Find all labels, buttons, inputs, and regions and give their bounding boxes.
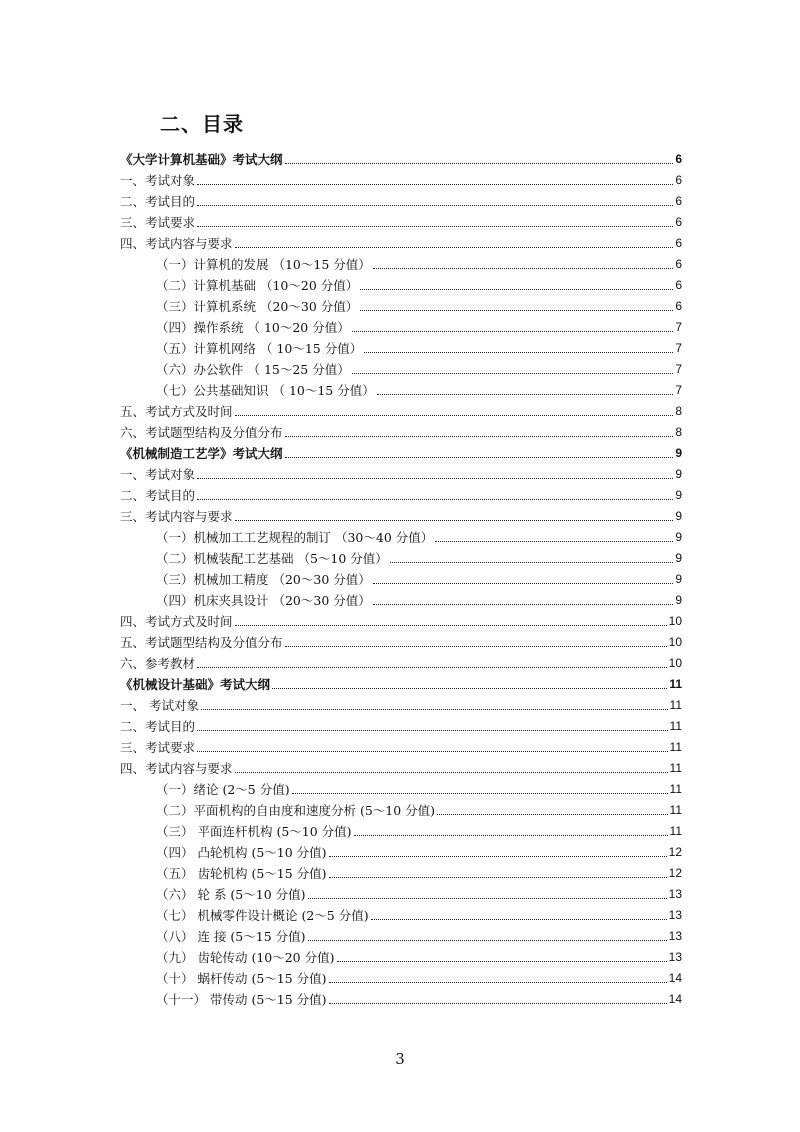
dot-leader	[201, 708, 668, 710]
toc-entry[interactable]	[120, 881, 682, 902]
toc-entry-label: 三、考试要求	[120, 740, 196, 755]
toc-entry-page: 7	[675, 341, 682, 355]
toc-entry[interactable]	[120, 230, 682, 251]
dot-leader	[197, 729, 668, 731]
toc-section-heading[interactable]	[120, 440, 682, 461]
toc-entry-page: 10	[668, 614, 682, 628]
toc-entry-label: （七）公共基础知识 （ 10～15 分值）	[156, 383, 375, 398]
dot-leader	[292, 792, 668, 794]
dot-leader	[373, 603, 674, 605]
toc-entry[interactable]	[120, 587, 682, 608]
toc-entry-page: 8	[675, 425, 682, 439]
toc-entry-page: 12	[668, 845, 682, 859]
toc-entry[interactable]	[120, 461, 682, 482]
dot-leader	[435, 540, 673, 542]
toc-entry[interactable]	[120, 818, 682, 839]
toc-entry-label: （三） 平面连杆机构 (5～10 分值)	[156, 824, 352, 839]
dot-leader	[197, 183, 673, 185]
toc-entry[interactable]	[120, 335, 682, 356]
toc-entry[interactable]	[120, 545, 682, 566]
toc-entry-label: （十） 蜗杆传动 (5～15 分值)	[156, 971, 327, 986]
toc-entry[interactable]	[120, 272, 682, 293]
toc-section-heading[interactable]	[120, 671, 682, 692]
toc-entry[interactable]	[120, 692, 682, 713]
dot-leader	[352, 330, 674, 332]
toc-entry-label: 一、考试对象	[120, 467, 196, 482]
toc-entry-label: 四、考试内容与要求	[120, 761, 233, 776]
toc-entry-page: 11	[669, 677, 682, 691]
dot-leader	[377, 393, 674, 395]
dot-leader	[329, 876, 667, 878]
toc-entry-page: 9	[675, 446, 682, 460]
toc-entry-label: （五）计算机网络 （ 10～15 分值）	[156, 341, 363, 356]
dot-leader	[371, 918, 667, 920]
dot-leader	[329, 981, 667, 983]
toc-section-heading[interactable]	[120, 146, 682, 167]
toc-entry-page: 7	[675, 383, 682, 397]
toc-entry-page: 13	[668, 929, 682, 943]
toc-entry[interactable]	[120, 965, 682, 986]
toc-entry[interactable]	[120, 377, 682, 398]
toc-entry-page: 11	[669, 782, 682, 796]
dot-leader	[235, 624, 667, 626]
dot-leader	[197, 477, 673, 479]
toc-entry[interactable]	[120, 902, 682, 923]
toc-entry[interactable]	[120, 209, 682, 230]
toc-entry-page: 6	[675, 236, 682, 250]
dot-leader	[437, 813, 667, 815]
dot-leader	[360, 309, 673, 311]
page-number: 3	[395, 1050, 405, 1068]
dot-leader	[329, 855, 667, 857]
toc-entry-label: 五、考试方式及时间	[120, 404, 233, 419]
toc-entry-page: 11	[669, 824, 682, 838]
toc-entry-label: （二）计算机基础 （10～20 分值）	[156, 278, 359, 293]
toc-entry-label: 一、考试对象	[120, 173, 196, 188]
page-title: 二、目录	[160, 112, 244, 136]
dot-leader	[337, 960, 667, 962]
dot-leader	[272, 687, 667, 689]
toc-entry[interactable]	[120, 755, 682, 776]
dot-leader	[360, 288, 673, 290]
toc-entry[interactable]	[120, 482, 682, 503]
toc-entry-page: 13	[668, 908, 682, 922]
toc-entry-page: 9	[675, 572, 682, 586]
toc-entry-label: （九） 齿轮传动 (10～20 分值)	[156, 950, 335, 965]
dot-leader	[235, 519, 674, 521]
toc-entry-label: （五） 齿轮机构 (5～15 分值)	[156, 866, 327, 881]
dot-leader	[354, 834, 668, 836]
toc-entry-page: 6	[675, 299, 682, 313]
dot-leader	[235, 246, 674, 248]
toc-entry-page: 13	[668, 950, 682, 964]
toc-entry[interactable]	[120, 629, 682, 650]
dot-leader	[285, 435, 674, 437]
toc-entry[interactable]	[120, 734, 682, 755]
toc-entry-page: 12	[668, 866, 682, 880]
toc-entry-page: 14	[668, 992, 682, 1006]
dot-leader	[197, 225, 673, 227]
dot-leader	[352, 372, 674, 374]
toc-entry-label: 六、参考教材	[120, 656, 196, 671]
toc-entry-label: （一）绪论 (2～5 分值)	[156, 782, 290, 797]
toc-entry[interactable]	[120, 860, 682, 881]
toc-entry-label: 《机械设计基础》考试大纲	[120, 677, 271, 692]
toc-entry-label: 二、考试目的	[120, 488, 196, 503]
toc-entry-page: 10	[668, 635, 682, 649]
toc-entry-page: 13	[668, 887, 682, 901]
toc-entry[interactable]	[120, 923, 682, 944]
toc-entry-label: 六、考试题型结构及分值分布	[120, 425, 283, 440]
toc-entry-page: 6	[675, 215, 682, 229]
toc-entry-label: （六）办公软件 （ 15～25 分值）	[156, 362, 350, 377]
toc-entry-label: 《机械制造工艺学》考试大纲	[120, 446, 283, 461]
toc-entry-label: 四、考试内容与要求	[120, 236, 233, 251]
toc-entry-page: 7	[675, 320, 682, 334]
toc-entry-label: 五、考试题型结构及分值分布	[120, 635, 283, 650]
toc-entry[interactable]	[120, 167, 682, 188]
toc-entry[interactable]	[120, 314, 682, 335]
dot-leader	[308, 939, 667, 941]
table-of-contents	[120, 146, 682, 1007]
toc-entry-label: （四）机床夹具设计 （20～30 分值）	[156, 593, 371, 608]
toc-entry[interactable]	[120, 419, 682, 440]
toc-entry-page: 11	[669, 719, 682, 733]
toc-entry-label: （八） 连 接 (5～15 分值)	[156, 929, 306, 944]
toc-entry[interactable]	[120, 797, 682, 818]
toc-entry[interactable]	[120, 356, 682, 377]
toc-entry[interactable]	[120, 503, 682, 524]
toc-entry-page: 6	[675, 173, 682, 187]
toc-entry-page: 9	[675, 551, 682, 565]
toc-entry[interactable]	[120, 524, 682, 545]
toc-entry-page: 9	[675, 593, 682, 607]
dot-leader	[197, 666, 667, 668]
dot-leader	[285, 162, 674, 164]
dot-leader	[197, 750, 668, 752]
toc-entry-page: 6	[675, 257, 682, 271]
toc-entry-label: （二）平面机构的自由度和速度分析 (5～10 分值)	[156, 803, 436, 818]
dot-leader	[390, 561, 674, 563]
toc-entry-label: （一）计算机的发展 （10～15 分值）	[156, 257, 371, 272]
toc-entry-page: 9	[675, 467, 682, 481]
toc-entry-label: 四、考试方式及时间	[120, 614, 233, 629]
toc-entry[interactable]	[120, 650, 682, 671]
toc-entry-label: （四）操作系统 （ 10～20 分值）	[156, 320, 350, 335]
dot-leader	[197, 204, 673, 206]
toc-entry-page: 6	[675, 194, 682, 208]
dot-leader	[235, 771, 668, 773]
dot-leader	[364, 351, 673, 353]
toc-entry-label: （六） 轮 系 (5～10 分值)	[156, 887, 306, 902]
toc-entry-label: 三、考试内容与要求	[120, 509, 233, 524]
toc-entry-page: 10	[668, 656, 682, 670]
toc-entry[interactable]	[120, 188, 682, 209]
toc-entry-page: 7	[675, 362, 682, 376]
toc-entry-page: 11	[669, 761, 682, 775]
toc-entry[interactable]	[120, 986, 682, 1007]
dot-leader	[285, 456, 674, 458]
toc-entry-page: 11	[669, 698, 682, 712]
dot-leader	[235, 414, 674, 416]
toc-entry-page: 9	[675, 488, 682, 502]
toc-entry-label: （十一） 带传动 (5～15 分值)	[156, 992, 327, 1007]
toc-entry[interactable]	[120, 839, 682, 860]
toc-entry-page: 9	[675, 530, 682, 544]
toc-entry[interactable]	[120, 608, 682, 629]
toc-entry-label: （四） 凸轮机构 (5～10 分值)	[156, 845, 327, 860]
toc-entry[interactable]	[120, 713, 682, 734]
toc-entry-label: 二、考试目的	[120, 194, 196, 209]
dot-leader	[285, 645, 667, 647]
dot-leader	[373, 582, 674, 584]
toc-entry-page: 11	[669, 740, 682, 754]
toc-entry-label: 《大学计算机基础》考试大纲	[120, 152, 283, 167]
toc-entry-label: （三）计算机系统 （20～30 分值）	[156, 299, 359, 314]
toc-entry-label: 三、考试要求	[120, 215, 196, 230]
dot-leader	[197, 498, 673, 500]
toc-entry-label: 一、 考试对象	[120, 698, 199, 713]
toc-entry-label: （二）机械装配工艺基础 （5～10 分值）	[156, 551, 388, 566]
toc-entry-page: 6	[675, 152, 682, 166]
toc-entry[interactable]	[120, 398, 682, 419]
toc-entry-page: 6	[675, 278, 682, 292]
toc-entry-page: 14	[668, 971, 682, 985]
dot-leader	[308, 897, 667, 899]
toc-entry[interactable]	[120, 566, 682, 587]
toc-entry[interactable]	[120, 251, 682, 272]
toc-entry[interactable]	[120, 776, 682, 797]
toc-entry-page: 9	[675, 509, 682, 523]
toc-entry-label: （一）机械加工工艺规程的制订 （30～40 分值）	[156, 530, 434, 545]
dot-leader	[373, 267, 674, 269]
toc-entry-page: 8	[675, 404, 682, 418]
toc-entry[interactable]	[120, 293, 682, 314]
toc-entry-label: （七） 机械零件设计概论 (2～5 分值)	[156, 908, 369, 923]
toc-entry[interactable]	[120, 944, 682, 965]
toc-entry-label: （三）机械加工精度 （20～30 分值）	[156, 572, 371, 587]
dot-leader	[329, 1002, 667, 1004]
toc-entry-page: 11	[669, 803, 682, 817]
toc-entry-label: 二、考试目的	[120, 719, 196, 734]
